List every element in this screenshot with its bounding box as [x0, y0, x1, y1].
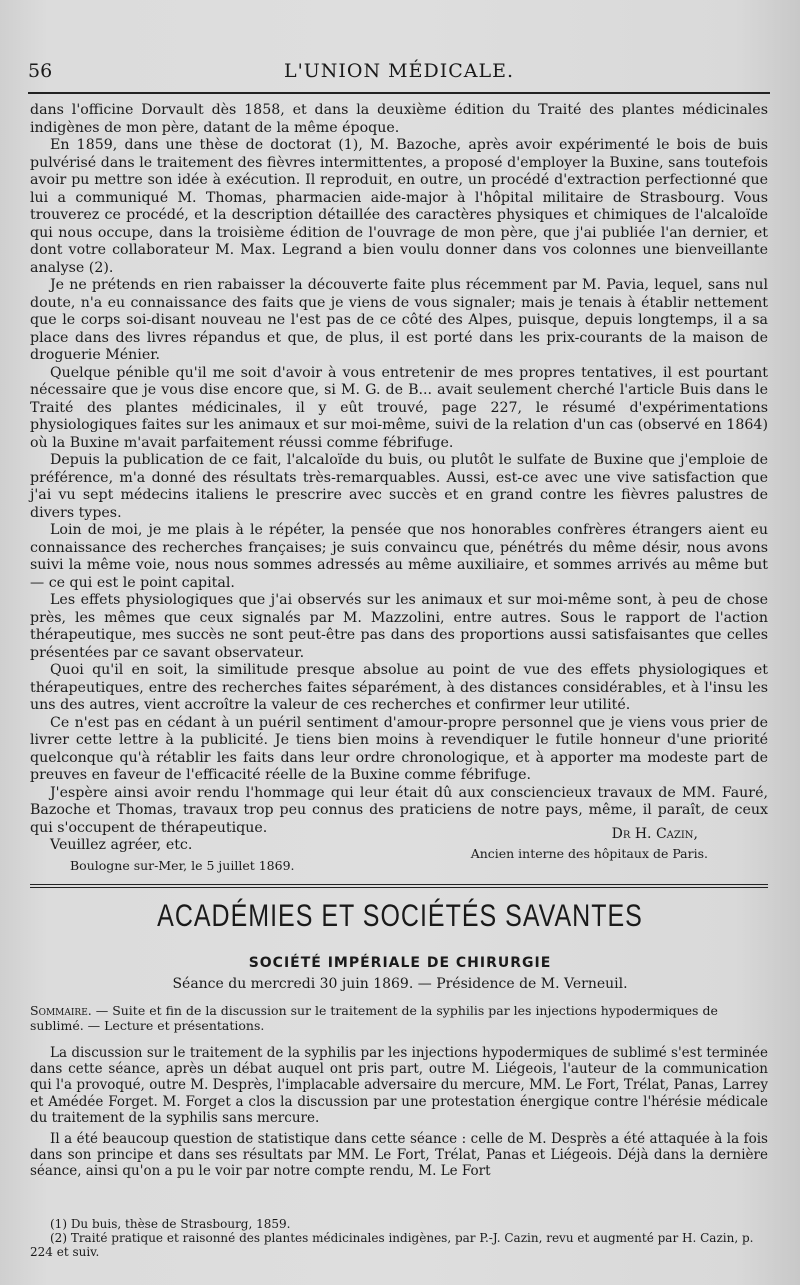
- section-rule: [30, 884, 768, 885]
- letter-paragraph: Quelque pénible qu'il me soit d'avoir à vous entretenir de mes propres tentatives, il est pourtant nécessaire que je vous dise encore que, si M. G. de B... avait seulement cherché l'article Buis dans le Traité des plantes médicinales, il y eût trouvé, page 227, le résumé d'expérimentations physiologiques faites sur les animaux et sur moi-même, suivi de la relation d'un cas (observé en 1864) où la Buxine m'avait parfaitement réussi comme fébrifuge.: [30, 364, 768, 451]
- society-report: [30, 1045, 768, 1185]
- header-rule: [28, 92, 770, 94]
- letter-paragraph: Les effets physiologiques que j'ai observés sur les animaux et sur moi-même sont, à peu de chose près, les mêmes que ceux signalés par M. Mazzolini, entre autres. Sous le rapport de l'action thérapeutique, mes succès ne sont peut-être pas dans des proportions aussi satisfaisantes que celles présentées par ce savant observateur.: [30, 592, 768, 661]
- letter-paragraph: En 1859, dans une thèse de doctorat (1), M. Bazoche, après avoir expérimenté le bois de buis pulvérisé dans le traitement des fièvres intermittentes, a proposé d'employer la Buxine, sans toutefois avoir pu mettre son idée à exécution. Il reproduit, en outre, un procédé d'extraction perfectionné que lui a communiqué M. Thomas, pharmacien aide-major à l'hôpital militaire de Strasbourg. Vous trouverez ce procédé, et la description détaillée des caractères physiques et chimiques de l'alcaloïde qui nous occupe, dans la troisième édition de l'ouvrage de mon père, que j'ai publiée l'an dernier, et dont votre collaborateur M. Max. Legrand a bien voulu donner dans vos colonnes une bienveillante analyse (2).: [30, 137, 768, 276]
- letter-paragraph: Loin de moi, je me plais à le répéter, la pensée que nos honorables confrères étrangers aient eu connaissance des recherches françaises; je suis convaincu que, pénétrés du même désir, nous avons suivi la même voie, nous nous sommes adressés au même auxiliaire, et sommes arrivés au même but — ce qui est le point capital.: [30, 522, 768, 591]
- letter-paragraph: dans l'officine Dorvault dès 1858, et dans la deuxième édition du Traité des plantes médicinales indigènes de mon père, datant de la même époque.: [30, 102, 768, 136]
- letter-paragraph: J'espère ainsi avoir rendu l'hommage qui leur était dû aux consciencieux travaux de MM. Fauré, Bazoche et Thomas, travaux trop peu connus des praticiens de notre pays, même, il paraît, de ceux qui s'occupent de thérapeutique.: [30, 784, 768, 836]
- society-name: SOCIÉTÉ IMPÉRIALE DE CHIRURGIE: [248, 955, 552, 971]
- page-header: [28, 60, 770, 88]
- report-paragraph: Il a été beaucoup question de statistique dans cette séance : celle de M. Desprès a été attaquée à la fois dans son principe et dans ses résultats par MM. Le Fort, Trélat, Panas et Liégeois. Déjà dans la dernière séance, ainsi qu'on a pu le voir par notre compte rendu, M. Le Fort: [30, 1131, 768, 1180]
- footnote: (1) Du buis, thèse de Strasbourg, 1859.: [50, 1217, 291, 1231]
- journal-title: L'UNION MÉDICALE.: [283, 60, 515, 82]
- sommaire-label: Sommaire.: [30, 1003, 92, 1018]
- letter-paragraph: Depuis la publication de ce fait, l'alcaloïde du buis, ou plutôt le sulfate de Buxine que j'emploie de préférence, m'a donné des résultats très-remarquables. Aussi, est-ce avec une vive satisfaction que j'ai vu sept médecins italiens le prescrire avec succès et en grand contre les fièvres palustres de divers types.: [30, 452, 768, 521]
- signature-name: Dr H. Cazin,: [611, 826, 698, 842]
- letter-closing: Veuillez agréer, etc.: [50, 837, 193, 853]
- section-title: ACADÉMIES ET SOCIÉTÉS SAVANTES: [157, 898, 643, 934]
- sommaire-text: — Suite et fin de la discussion sur le traitement de la syphilis par les injections hypodermiques de sublimé. — Lecture et présentations.: [30, 1003, 718, 1033]
- section-rule-double: [30, 887, 768, 888]
- footnote: (2) Traité pratique et raisonné des plantes médicinales indigènes, par P.-J. Cazin, revu et augmenté par H. Cazin, p. 224 et suiv.: [30, 1231, 754, 1259]
- letter-paragraph: Ce n'est pas en cédant à un puéril sentiment d'amour-propre personnel que je viens vous prier de livrer cette lettre à la publicité. Je tiens bien moins à revendiquer le futile honneur d'une priorité quelconque qu'à rétablir les faits dans leur ordre chronologique, et à apporter ma modeste part de preuves en faveur de l'efficacité réelle de la Buxine comme fébrifuge.: [30, 714, 768, 783]
- seance-line: Séance du mercredi 30 juin 1869. — Présidence de M. Verneuil.: [172, 976, 628, 992]
- letter-body: [30, 102, 768, 855]
- place-date: Boulogne sur-Mer, le 5 juillet 1869.: [70, 858, 295, 873]
- letter-paragraph: Quoi qu'il en soit, la similitude presque absolue au point de vue des effets physiologiques et thérapeutiques, entre des recherches faites séparément, à des distances considérables, et à l'insu les uns des autres, vient accroître la valeur de ces recherches et confirmer leur utilité.: [30, 662, 768, 713]
- page-number: 56: [28, 60, 53, 82]
- footnotes: [30, 1217, 768, 1259]
- sommaire: [30, 1003, 730, 1033]
- letter-paragraph: Je ne prétends en rien rabaisser la découverte faite plus récemment par M. Pavia, lequel, sans nul doute, n'a eu connaissance des faits que je viens de vous signaler; mais je tenais à établir nettement que le corps soi-disant nouveau ne l'est pas de ce côté des Alpes, puisque, depuis longtemps, il a sa place dans des livres répandus et que, de plus, il est porté dans les prix-courants de la maison de droguerie Ménier.: [30, 277, 768, 363]
- signature-affiliation: Ancien interne des hôpitaux de Paris.: [470, 846, 708, 861]
- report-paragraph: La discussion sur le traitement de la syphilis par les injections hypodermiques de sublimé s'est terminée dans cette séance, après un débat auquel ont pris part, outre M. Liégeois, l'auteur de la communication qui l'a provoqué, outre M. Desprès, l'implacable adversaire du mercure, MM. Le Fort, Trélat, Panas, Larrey et Amédée Forget. M. Forget a clos la discussion par une protestation énergique contre l'hérésie médicale du traitement de la syphilis sans mercure.: [30, 1045, 768, 1126]
